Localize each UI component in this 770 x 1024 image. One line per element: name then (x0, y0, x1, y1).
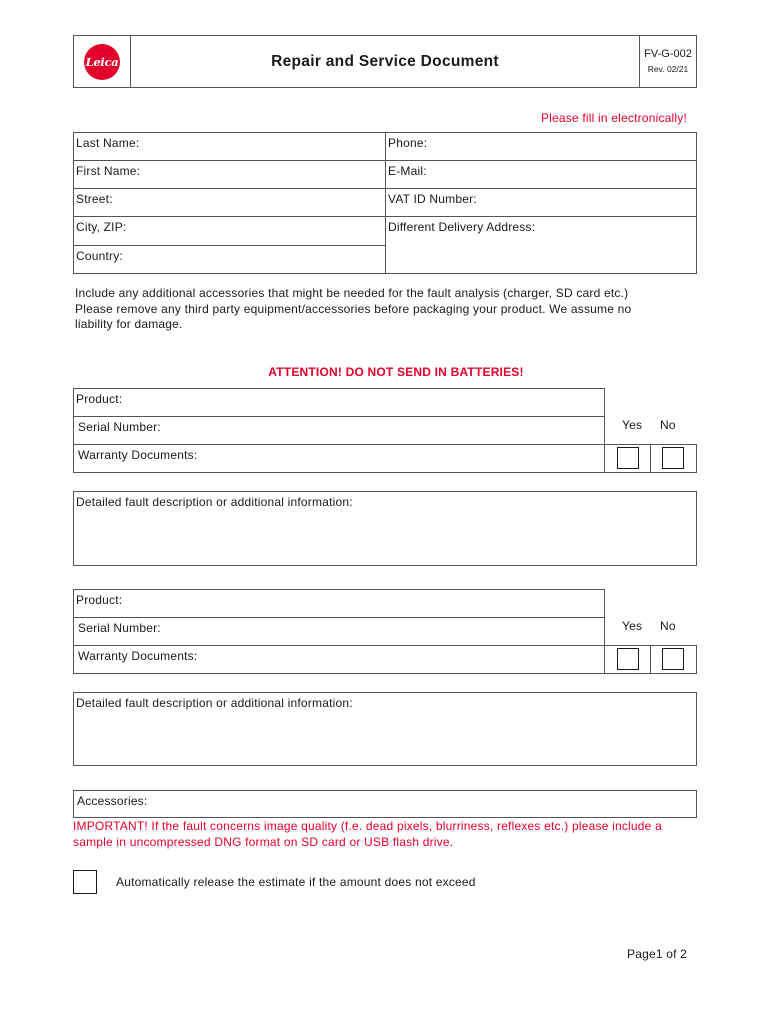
vat-id-field[interactable] (385, 188, 697, 217)
last-name-field[interactable] (73, 132, 386, 161)
fault-description-label: Detailed fault description or additional information: (76, 696, 353, 710)
fault-description-field[interactable] (73, 491, 697, 566)
form-code: FV-G-002 (644, 48, 692, 60)
warranty-documents-label: Warranty Documents: (78, 649, 198, 663)
phone-field[interactable] (385, 132, 697, 161)
delivery-address-field[interactable] (385, 216, 697, 274)
last-name-label: Last Name: (76, 136, 140, 150)
battery-warning: ATTENTION! DO NOT SEND IN BATTERIES! (268, 365, 524, 379)
serial-number-label: Serial Number: (78, 621, 161, 635)
first-name-field[interactable] (73, 160, 386, 189)
accessories-info-line: Please remove any third party equipment/accessories before packaging your product. We assume no (75, 301, 632, 316)
yes-label: Yes (622, 418, 643, 432)
product-label: Product: (76, 392, 123, 406)
first-name-label: First Name: (76, 164, 141, 178)
no-label: No (660, 418, 676, 432)
accessories-label: Accessories: (77, 794, 148, 808)
fault-description-label: Detailed fault description or additional information: (76, 495, 353, 509)
fill-electronically-notice: Please fill in electronically! (540, 111, 687, 125)
warranty-no-checkbox[interactable] (662, 648, 684, 670)
street-label: Street: (76, 192, 113, 206)
accessories-field[interactable] (73, 790, 697, 818)
warranty-documents-field (73, 645, 605, 674)
product-field[interactable] (73, 388, 605, 417)
city-zip-field[interactable] (73, 216, 386, 246)
auto-release-estimate-label: Automatically release the estimate if the amount does not exceed (116, 875, 476, 889)
country-label: Country: (76, 249, 123, 263)
leica-logo: Leica (84, 44, 120, 80)
warranty-no-checkbox[interactable] (662, 447, 684, 469)
city-zip-label: City, ZIP: (76, 220, 127, 234)
image-quality-notice-line: sample in uncompressed DNG format on SD card or USB flash drive. (73, 834, 454, 849)
document-header (73, 35, 697, 88)
fault-description-field[interactable] (73, 692, 697, 766)
delivery-address-label: Different Delivery Address: (388, 220, 536, 234)
warranty-yes-checkbox[interactable] (617, 648, 639, 670)
country-field[interactable] (73, 245, 386, 274)
auto-release-estimate-checkbox[interactable] (73, 870, 97, 894)
vat-id-label: VAT ID Number: (388, 192, 477, 206)
yes-label: Yes (622, 619, 643, 633)
document-title: Repair and Service Document (131, 36, 640, 87)
serial-number-field[interactable] (73, 617, 605, 646)
page-number: Page1 of 2 (627, 947, 688, 961)
warranty-yes-checkbox[interactable] (617, 447, 639, 469)
phone-label: Phone: (388, 136, 428, 150)
image-quality-notice-line: IMPORTANT! If the fault concerns image quality (f.e. dead pixels, blurriness, reflexes etc.) please include a (73, 819, 662, 833)
accessories-info (75, 286, 631, 333)
warranty-documents-label: Warranty Documents: (78, 448, 198, 462)
accessories-info-line: liability for damage. (75, 317, 183, 331)
street-field[interactable] (73, 188, 386, 217)
email-field[interactable] (385, 160, 697, 189)
email-label: E-Mail: (388, 164, 427, 178)
serial-number-label: Serial Number: (78, 420, 161, 434)
form-code-cell (640, 36, 696, 87)
serial-number-field[interactable] (73, 416, 605, 445)
form-revision: Rev. 02/21 (647, 64, 689, 74)
accessories-info-line: Include any additional accessories that might be needed for the fault analysis (charger, SD card etc.) (75, 286, 629, 300)
image-quality-notice (73, 819, 662, 850)
warranty-documents-field (73, 444, 605, 473)
logo-cell (74, 36, 131, 87)
product-label: Product: (76, 593, 123, 607)
product-field[interactable] (73, 589, 605, 618)
no-label: No (660, 619, 676, 633)
